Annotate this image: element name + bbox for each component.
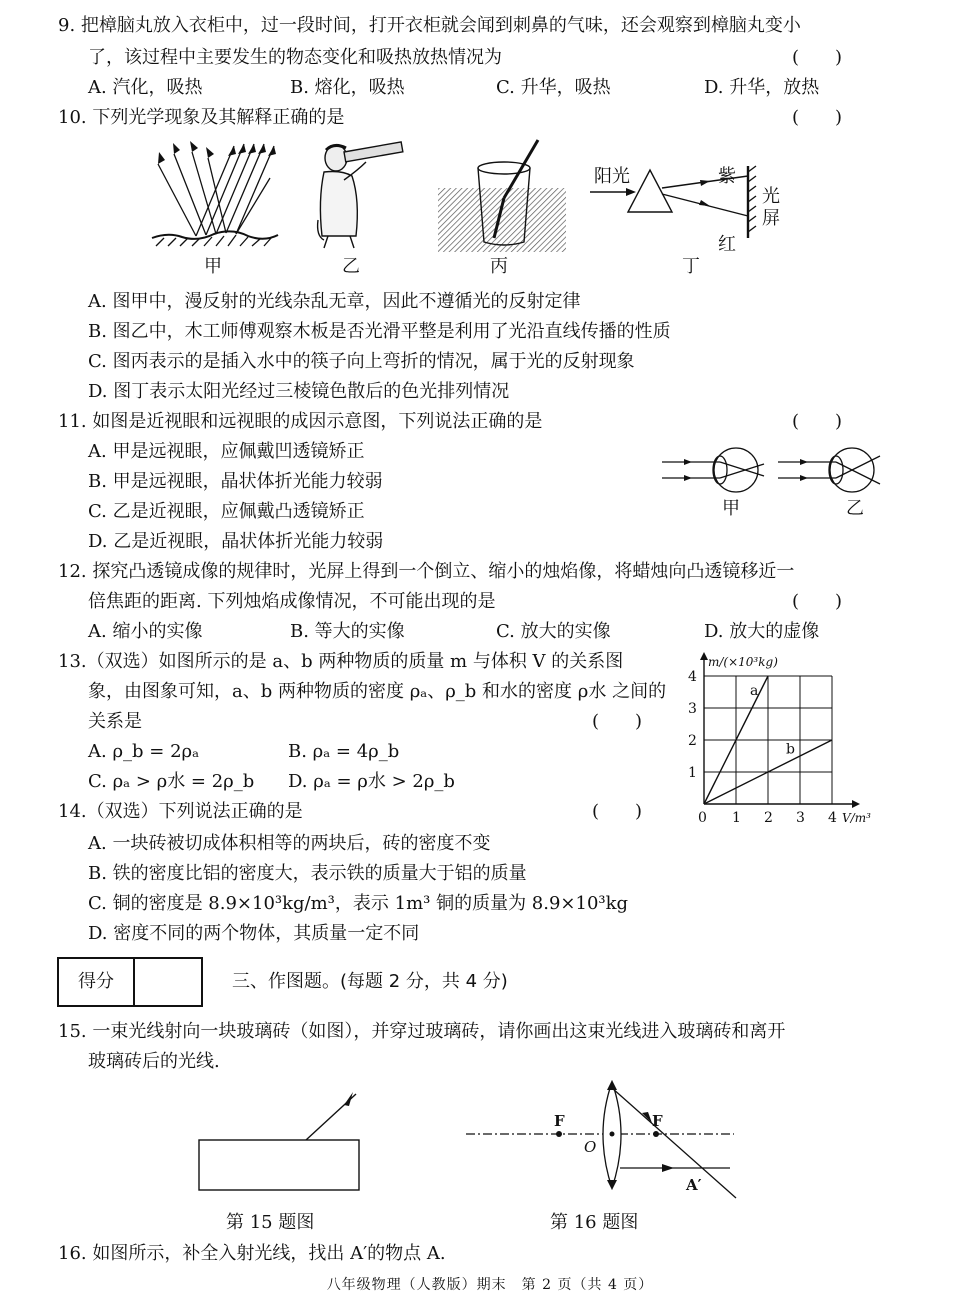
q10-ding-label-red: 红	[718, 234, 736, 255]
q16-label-f-left: F	[554, 1112, 565, 1130]
q10-figure-label-jia: 甲	[204, 256, 222, 277]
q14-option-a: A. 一块砖被切成体积相等的两块后，砖的密度不变	[88, 833, 491, 854]
q10-option-b: B. 图乙中，木工师傅观察木板是否光滑平整是利用了光沿直线传播的性质	[88, 321, 671, 342]
figure-yi-carpenter	[314, 140, 404, 252]
q11-option-c: C. 乙是近视眼，应佩戴凸透镜矫正	[88, 501, 365, 522]
q12-option-c: C. 放大的实像	[496, 621, 611, 642]
score-box	[57, 957, 203, 1007]
q11-figure-label-jia: 甲	[722, 498, 740, 519]
q10-figure-label-yi: 乙	[342, 256, 360, 277]
chart-y-tick-label: 1	[688, 765, 697, 781]
q10-ding-label-sunlight: 阳光	[594, 166, 630, 187]
q16-label-a-prime: A′	[686, 1176, 702, 1194]
q11-figure-label-yi: 乙	[846, 498, 864, 519]
q13-stem-line1: 13.（双选）如图所示的是 a、b 两种物质的质量 m 与体积 V 的关系图	[58, 651, 624, 672]
chart-y-tick-label: 4	[688, 669, 697, 685]
q9-option-b: B. 熔化，吸热	[290, 77, 405, 98]
q11-option-b: B. 甲是远视眼，晶状体折光能力较弱	[88, 471, 383, 492]
chart-y-axis-label: m/(×10³kg)	[708, 655, 778, 669]
q16-label-f-right: F	[652, 1112, 663, 1130]
q9-option-d: D. 升华，放热	[704, 77, 820, 98]
q12-answer-paren: ( )	[792, 591, 843, 612]
q14-option-b: B. 铁的密度比铝的密度大，表示铁的质量大于铝的质量	[88, 863, 527, 884]
q15-glass-brick-figure	[196, 1090, 366, 1200]
q16-caption: 第 16 题图	[550, 1212, 639, 1233]
q9-answer-paren: ( )	[792, 47, 843, 68]
q13-stem-line3: 关系是	[88, 711, 142, 732]
figure-bing-chopstick-in-water	[438, 138, 566, 252]
q11-stem: 11. 如图是近视眼和远视眼的成因示意图，下列说法正确的是	[58, 411, 543, 432]
q13-option-d: D. ρₐ = ρ水 > 2ρ_b	[288, 771, 455, 792]
q14-option-d: D. 密度不同的两个物体，其质量一定不同	[88, 923, 420, 944]
q11-answer-paren: ( )	[792, 411, 843, 432]
chart-x-axis-label: V/m³	[842, 811, 871, 825]
chart-x-axis-arrow	[852, 800, 860, 808]
score-box-label: 得分	[59, 959, 135, 1005]
q13-mass-volume-chart	[680, 648, 900, 828]
q13-option-a: A. ρ_b = 2ρₐ	[88, 741, 200, 762]
section-3-title: 三、作图题。(每题 2 分，共 4 分)	[232, 971, 508, 992]
chart-x-tick-label: 4	[828, 810, 837, 826]
q16-label-o: O	[584, 1138, 597, 1156]
q11-option-d: D. 乙是近视眼，晶状体折光能力较弱	[88, 531, 384, 552]
page-footer: 八年级物理（人教版）期末 第 2 页（共 4 页）	[326, 1277, 654, 1293]
q14-answer-paren: ( )	[592, 801, 643, 822]
q10-option-c: C. 图丙表示的是插入水中的筷子向上弯折的情况，属于光的反射现象	[88, 351, 635, 372]
q10-ding-label-screen-2: 屏	[762, 208, 780, 229]
q9-option-c: C. 升华，吸热	[496, 77, 611, 98]
q12-stem-line1: 12. 探究凸透镜成像的规律时，光屏上得到一个倒立、缩小的烛焰像，将蜡烛向凸透镜移近一	[58, 561, 795, 582]
q10-ding-label-screen-1: 光	[762, 186, 780, 207]
q13-option-c: C. ρₐ > ρ水 = 2ρ_b	[88, 771, 255, 792]
chart-y-axis-arrow	[700, 652, 708, 660]
q12-stem-line2: 倍焦距的距离. 下列烛焰成像情况，不可能出现的是	[88, 591, 496, 612]
q13-answer-paren: ( )	[592, 711, 643, 732]
q10-figure-label-ding: 丁	[682, 256, 700, 277]
q9-stem-line2: 了，该过程中主要发生的物态变化和吸热放热情况为	[88, 47, 502, 68]
q12-option-b: B. 等大的实像	[290, 621, 405, 642]
q13-stem-line2: 象，由图象可知，a、b 两种物质的密度 ρₐ、ρ_b 和水的密度 ρ水 之间的	[88, 681, 667, 702]
q10-ding-label-violet: 紫	[718, 166, 736, 187]
chart-x-tick-label: 1	[732, 810, 741, 826]
q9-option-a: A. 汽化，吸热	[88, 77, 203, 98]
q16-stem: 16. 如图所示，补全入射光线，找出 A′的物点 A.	[58, 1243, 446, 1264]
q13-option-b: B. ρₐ = 4ρ_b	[288, 741, 400, 762]
q14-option-c: C. 铜的密度是 8.9×10³kg/m³，表示 1m³ 铜的质量为 8.9×10³kg	[88, 893, 629, 914]
q12-option-d: D. 放大的虚像	[704, 621, 820, 642]
q12-option-a: A. 缩小的实像	[88, 621, 203, 642]
q10-stem: 10. 下列光学现象及其解释正确的是	[58, 107, 345, 128]
figure-jia-diffuse-reflection	[148, 138, 282, 250]
q10-figure-label-bing: 丙	[490, 256, 508, 277]
chart-y-tick-label: 3	[688, 701, 697, 717]
chart-y-tick-label: 2	[688, 733, 697, 749]
q10-option-d: D. 图丁表示太阳光经过三棱镜色散后的色光排列情况	[88, 381, 510, 402]
q9-stem-line1: 9. 把樟脑丸放入衣柜中，过一段时间，打开衣柜就会闻到刺鼻的气味，还会观察到樟脑丸变小	[58, 15, 801, 36]
q16-convex-lens-figure	[462, 1078, 742, 1202]
chart-x-tick-label: 0	[698, 810, 707, 826]
chart-x-tick-label: 3	[796, 810, 805, 826]
q10-option-a: A. 图甲中，漫反射的光线杂乱无章，因此不遵循光的反射定律	[88, 291, 581, 312]
chart-x-tick-label: 2	[764, 810, 773, 826]
q15-caption: 第 15 题图	[226, 1212, 315, 1233]
chart-series-label-b: b	[786, 741, 795, 758]
q10-answer-paren: ( )	[792, 107, 843, 128]
q11-option-a: A. 甲是远视眼，应佩戴凹透镜矫正	[88, 441, 365, 462]
q15-stem-line2: 玻璃砖后的光线.	[88, 1051, 220, 1072]
chart-series-label-a: a	[750, 683, 759, 700]
q14-stem: 14.（双选）下列说法正确的是	[58, 801, 303, 822]
q15-stem-line1: 15. 一束光线射向一块玻璃砖（如图），并穿过玻璃砖，请你画出这束光线进入玻璃砖和离开	[58, 1021, 786, 1042]
figure-eyes	[662, 444, 884, 496]
